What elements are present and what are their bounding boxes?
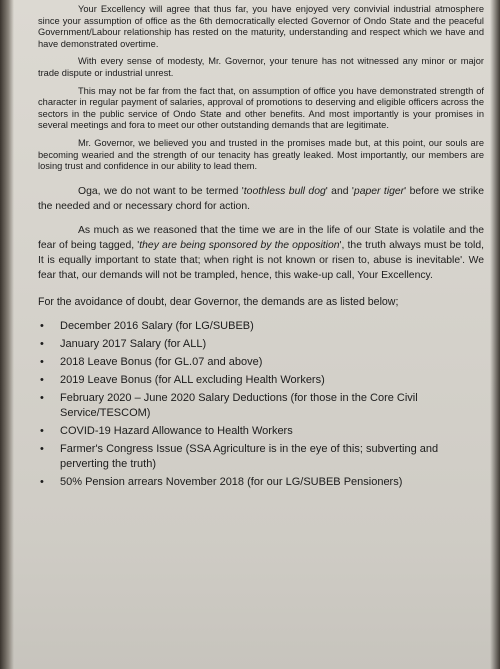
list-item [40,391,484,421]
paragraph-oga [38,184,484,214]
paragraph-trust: Mr. Governor, we believed you and trusted in the promises made but, at this point, our souls are becoming wearied and the strength of our tenacity has greatly leaked. Most importantly, our members are losing trust and confidence in our ability to lead them. [38,137,484,172]
demand-text: 50% Pension arrears November 2018 (for our LG/SUBEB Pensioners) [60,475,403,488]
bullet-icon: • [40,475,44,488]
demand-text: 2018 Leave Bonus (for GL.07 and above) [60,355,263,368]
oga-text-2: ' and ' [325,185,354,197]
bullet-icon: • [40,391,44,404]
list-item [40,424,484,439]
demand-text: January 2017 Salary (for ALL) [60,337,207,350]
list-item [40,319,484,334]
oga-text-3: ' before we strike the needed and or necessary chord for action. [38,185,485,212]
bullet-icon: • [40,319,44,332]
demand-text: COVID-19 Hazard Allowance to Health Workers [60,424,293,437]
letter-lower-section [38,184,484,283]
list-item [40,442,484,472]
bullet-icon: • [40,355,44,368]
list-item [40,475,484,490]
volatile-text-2: ', the truth always must be told, It is equally important to state that; when right is not known or risen to, abuse is inevitable'. We fear that, our demands will not be trampled, hence, this wake-up call, Your Excellency. [38,239,484,281]
bullet-icon: • [40,337,44,350]
paragraph-salaries: This may not be far from the fact that, on assumption of office you have demonstrated strength of character in regular payment of salaries, approval of promotions to deserving and eligible officers across the sectors in the public service of Ondo State and other benefits. And most importantly is your promises in several meetings and fora to meet our other outstanding demands that are legitimate. [38,85,484,131]
demand-text: December 2016 Salary (for LG/SUBEB) [60,319,254,332]
volatile-text-1: As much as we reasoned that the time we are in the life of our State is volatile and the fear of being tagged, ' [38,224,484,251]
demand-text: February 2020 – June 2020 Salary Deductions (for those in the Core Civil Service/TESCOM) [60,391,418,419]
bullet-icon: • [40,424,44,437]
bullet-icon: • [40,373,44,386]
paragraph-volatile [38,223,484,283]
paragraph-convivial: Your Excellency will agree that thus far, you have enjoyed very convivial industrial atmosphere since your assumption of office as the 6th democratically elected Governor of Ondo State and the peaceful Government/Labour relationship has rested on the maturity, understanding and respect which we have and have demonstrated overtime. [38,4,484,49]
demand-text: Farmer's Congress Issue (SSA Agriculture is in the eye of this; subverting and perverting the truth) [60,442,439,470]
oga-text-1: Oga, we do not want to be termed ' [78,185,244,197]
paragraph-modesty: With every sense of modesty, Mr. Governor, your tenure has not witnessed any minor or major trade dispute or industrial unrest. [38,56,484,78]
volatile-italic: they are being sponsored by the opposition [139,239,340,251]
demand-text: 2019 Leave Bonus (for ALL excluding Health Workers) [60,373,325,386]
demands-list [38,319,484,490]
list-item [40,337,484,352]
bullet-icon: • [40,442,44,455]
oga-italic-2: paper tiger [353,185,405,197]
list-item [40,373,484,388]
list-item [40,355,484,370]
oga-italic-1: toothless bull dog [243,185,326,197]
letter-upper-section [38,4,484,173]
demands-intro: For the avoidance of doubt, dear Governor, the demands are as listed below; [38,295,399,308]
